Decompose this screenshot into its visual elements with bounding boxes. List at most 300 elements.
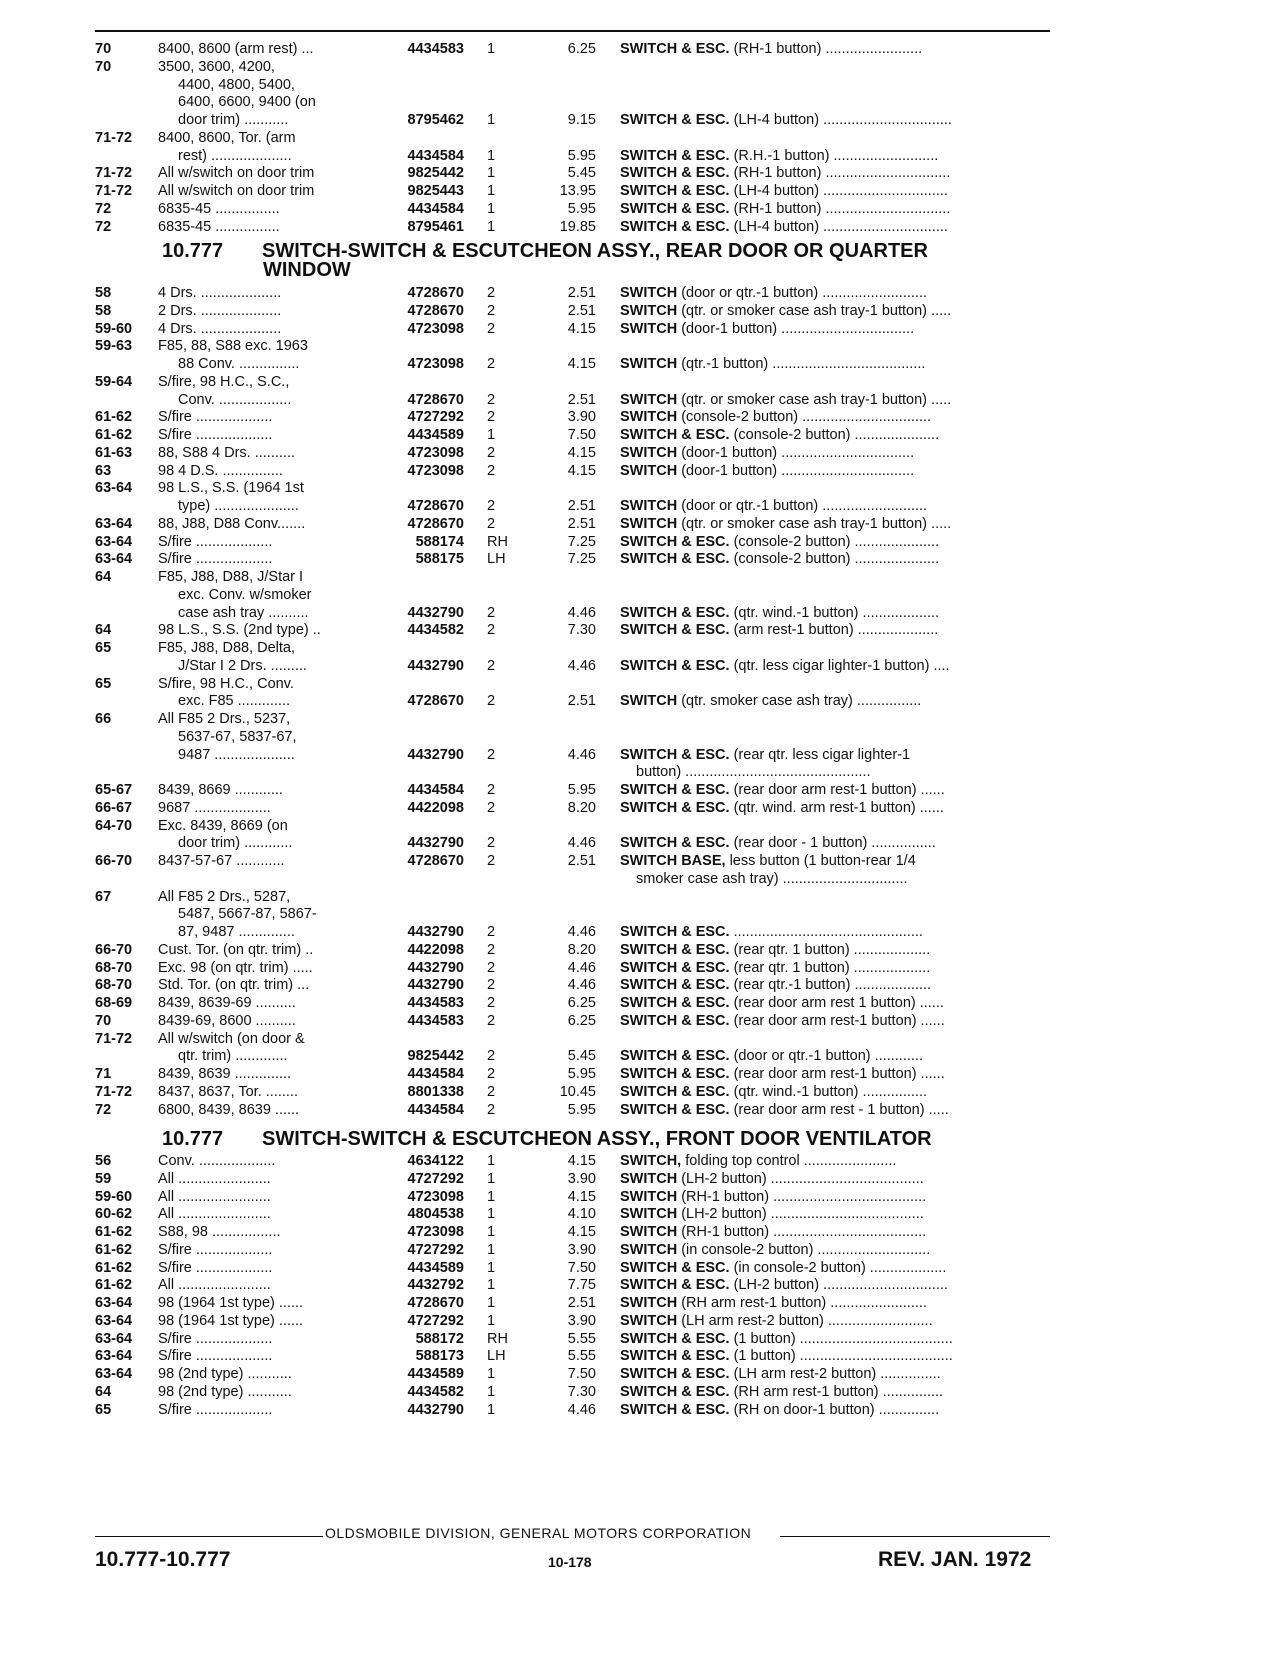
part-detail: (RH-1 button) ...................................... [681, 1224, 927, 1240]
model-description: J/Star I 2 Drs. ......... [178, 657, 307, 674]
model-description: Exc. 98 (on qtr. trim) ..... [158, 959, 313, 976]
quantity: 2 [487, 799, 496, 816]
model-description: All F85 2 Drs., 5237, [158, 711, 291, 727]
part-name: SWITCH [620, 320, 678, 337]
quantity: 2 [487, 693, 496, 710]
part-description [620, 302, 1052, 320]
part-name: SWITCH & ESC. [620, 1330, 730, 1347]
model-year: 66-67 [95, 799, 133, 816]
part-name: SWITCH [620, 693, 678, 710]
part-number: 4434589 [407, 427, 464, 443]
part-detail: (1 button) ...................................... [733, 1348, 953, 1365]
list-price: 4.46 [567, 604, 596, 621]
part-description [636, 763, 1052, 781]
part-detail: (qtr. or smoker case ash tray-1 button) ..... [681, 515, 952, 532]
part-detail: (door or qtr.-1 button) .......................... [681, 285, 928, 301]
part-detail: (rear qtr. 1 button) ................... [733, 959, 931, 976]
list-price: 4.46 [567, 1401, 596, 1418]
part-number: 4434583 [407, 41, 464, 57]
part-description [620, 462, 1052, 480]
part-name: SWITCH BASE, [620, 853, 726, 869]
model-year: 63-64 [95, 480, 133, 497]
part-description [620, 147, 1052, 165]
part-number: 4434584 [407, 200, 464, 217]
part-description [620, 497, 1052, 515]
list-price: 5.95 [567, 1101, 596, 1118]
part-description [620, 1294, 1052, 1312]
part-number: 4432790 [407, 746, 464, 763]
model-description: 9487 .................... [178, 746, 295, 763]
footer-page-number: 10-178 [548, 1554, 592, 1570]
part-name: SWITCH & ESC. [620, 746, 730, 763]
part-number: 4422098 [407, 941, 464, 958]
model-year: 63-64 [95, 1295, 133, 1311]
model-description: Cust. Tor. (on qtr. trim) .. [158, 941, 314, 958]
part-number: 4434583 [407, 995, 464, 1011]
part-name: SWITCH [620, 302, 678, 319]
part-number: 4723098 [407, 1224, 464, 1240]
part-description [620, 604, 1052, 622]
part-description [620, 1101, 1052, 1119]
quantity: 2 [487, 1012, 496, 1029]
model-year: 66-70 [95, 853, 133, 869]
part-detail: ............................................... [733, 924, 923, 940]
model-description: All ....................... [158, 1170, 271, 1187]
model-year: 68-69 [95, 995, 133, 1011]
part-name: SWITCH & ESC. [620, 924, 730, 940]
part-name: SWITCH [620, 1206, 678, 1223]
quantity: 1 [487, 165, 496, 182]
model-description: S/fire ................... [158, 533, 273, 550]
list-price: 5.95 [567, 200, 596, 217]
model-year: 61-62 [95, 1277, 133, 1294]
part-detail: (console-2 button) ..................... [733, 551, 940, 568]
part-number: 4728670 [407, 302, 464, 319]
part-detail: folding top control ....................... [685, 1153, 897, 1169]
list-price: 4.46 [567, 835, 596, 852]
model-description: Conv. ................... [158, 1153, 276, 1169]
model-description: F85, J88, D88, Delta, [158, 640, 296, 656]
part-detail: (console-2 button) ................................ [681, 409, 932, 426]
part-description [620, 1170, 1052, 1188]
part-number: 4727292 [407, 1170, 464, 1187]
model-year: 58 [95, 302, 112, 319]
part-detail: (RH arm rest-1 button) ............... [733, 1383, 944, 1400]
part-detail: (1 button) ...................................... [733, 1330, 953, 1347]
quantity: 1 [487, 1295, 496, 1311]
part-number: 4634122 [407, 1153, 464, 1169]
quantity: 2 [487, 835, 496, 852]
model-description: All ....................... [158, 1206, 271, 1223]
list-price: 7.50 [567, 427, 596, 443]
quantity: 2 [487, 1048, 496, 1065]
quantity: 2 [487, 462, 496, 479]
quantity: 1 [487, 1277, 496, 1294]
list-price: 3.90 [567, 1312, 596, 1329]
quantity: LH [487, 551, 506, 568]
quantity: 1 [487, 183, 496, 199]
part-name: SWITCH & ESC. [620, 1383, 730, 1400]
part-detail: (rear qtr. less cigar lighter-1 [733, 746, 911, 763]
model-description: 8439, 8639-69 .......... [158, 995, 296, 1011]
quantity: 2 [487, 924, 496, 940]
model-description: 8439, 8639 .............. [158, 1066, 291, 1082]
quantity: 2 [487, 302, 496, 319]
part-description [620, 164, 1052, 182]
part-detail: (LH-4 button) ................................ [733, 112, 952, 128]
list-price: 3.90 [567, 1170, 596, 1187]
model-description: 3500, 3600, 4200, [158, 58, 275, 75]
list-price: 7.25 [567, 551, 596, 568]
model-year: 63-64 [95, 1366, 133, 1382]
part-name: SWITCH [620, 1188, 678, 1205]
list-price: 4.15 [567, 444, 596, 461]
part-detail: (qtr. less cigar lighter-1 button) .... [733, 657, 950, 674]
model-year: 64 [95, 569, 112, 585]
model-description: door trim) ........... [178, 112, 289, 128]
part-description [620, 111, 1052, 129]
part-description [620, 1047, 1052, 1065]
part-name: SWITCH & ESC. [620, 1366, 730, 1382]
model-description: All w/switch on door trim [158, 165, 315, 182]
list-price: 6.25 [567, 1012, 596, 1029]
quantity: 2 [487, 622, 496, 639]
part-name: SWITCH & ESC. [620, 977, 730, 994]
part-detail: (qtr. smoker case ash tray) ................ [681, 693, 922, 710]
part-number: 4434584 [407, 1066, 464, 1082]
part-detail: (LH arm rest-2 button) ............... [733, 1366, 941, 1382]
part-number: 4422098 [407, 799, 464, 816]
top-rule [95, 30, 1050, 32]
list-price: 4.46 [567, 959, 596, 976]
part-name: SWITCH, [620, 1153, 682, 1169]
model-description: 88 Conv. ............... [178, 356, 300, 372]
list-price: 2.51 [567, 498, 596, 514]
list-price: 7.30 [567, 622, 596, 639]
part-number: 9825442 [407, 1048, 464, 1065]
model-year: 71 [95, 1066, 112, 1082]
part-description [620, 994, 1052, 1012]
quantity: 2 [487, 285, 496, 301]
part-description [620, 692, 1052, 710]
model-year: 63-64 [95, 551, 133, 568]
part-number: 4728670 [407, 391, 464, 408]
quantity: 2 [487, 409, 496, 426]
part-description [620, 1223, 1052, 1241]
part-detail: (qtr. wind.-1 button) ................ [733, 1083, 928, 1100]
part-detail: (LH-4 button) ............................... [733, 183, 948, 199]
model-year: 61-62 [95, 409, 133, 426]
part-description [620, 657, 1052, 675]
model-year: 63-64 [95, 1348, 133, 1365]
part-name: SWITCH & ESC. [620, 200, 730, 217]
part-description [620, 40, 1052, 58]
model-description: All w/switch on door trim [158, 183, 315, 199]
model-description: 5487, 5667-87, 5867- [178, 906, 317, 923]
model-description: exc. Conv. w/smoker [178, 586, 312, 603]
model-description: S/fire ................... [158, 1259, 273, 1276]
model-description: S/fire, 98 H.C., Conv. [158, 675, 294, 692]
part-description [620, 1188, 1052, 1206]
footer-revision: REV. JAN. 1972 [878, 1548, 1032, 1571]
model-year: 71-72 [95, 1030, 133, 1047]
part-description [620, 1312, 1052, 1330]
part-detail: (door-1 button) ................................. [681, 462, 915, 479]
part-name: SWITCH & ESC. [620, 1348, 730, 1365]
part-number: 4432790 [407, 657, 464, 674]
quantity: 1 [487, 1241, 496, 1258]
part-description [620, 426, 1052, 444]
model-year: 61-62 [95, 427, 133, 443]
model-description: type) ..................... [178, 498, 299, 514]
model-description: rest) .................... [178, 147, 292, 164]
part-detail: (LH-4 button) ............................... [733, 218, 948, 235]
part-name: SWITCH & ESC. [620, 622, 730, 639]
model-description: Std. Tor. (on qtr. trim) ... [158, 977, 310, 994]
part-detail: smoker case ash tray) ............................... [636, 870, 908, 887]
model-year: 66 [95, 711, 112, 727]
list-price: 4.15 [567, 1188, 596, 1205]
part-description [620, 834, 1052, 852]
model-year: 63-64 [95, 1312, 133, 1329]
part-detail: (console-2 button) ..................... [733, 533, 940, 550]
part-description [620, 923, 1052, 941]
model-year: 59-60 [95, 1188, 133, 1205]
model-year: 63-64 [95, 533, 133, 550]
part-description [620, 1012, 1052, 1030]
list-price: 13.95 [559, 183, 596, 199]
model-description: 4400, 4800, 5400, [178, 76, 295, 93]
part-name: SWITCH [620, 356, 678, 372]
footer-rule-right [780, 1536, 1050, 1537]
part-detail: (in console-2 button) ............................ [681, 1241, 931, 1258]
model-description: S/fire ................... [158, 1330, 273, 1347]
part-name: SWITCH [620, 498, 678, 514]
part-detail: (RH on door-1 button) ............... [733, 1401, 940, 1418]
part-detail: (in console-2 button) ................... [733, 1259, 947, 1276]
model-description: 98 4 D.S. ............... [158, 462, 283, 479]
list-price: 4.15 [567, 356, 596, 372]
part-detail: less button (1 button-rear 1/4 [729, 853, 916, 869]
part-number: 4434584 [407, 782, 464, 798]
part-name: SWITCH & ESC. [620, 1259, 730, 1276]
quantity: 2 [487, 995, 496, 1011]
part-detail: (door-1 button) ................................. [681, 444, 915, 461]
part-detail: (LH arm rest-2 button) .......................... [681, 1312, 933, 1329]
part-detail: (RH-1 button) ............................... [733, 200, 951, 217]
part-detail: (rear door arm rest-1 button) ...... [733, 1012, 945, 1029]
part-name: SWITCH & ESC. [620, 604, 730, 621]
part-description [620, 391, 1052, 409]
part-description [620, 621, 1052, 639]
part-number: 4432790 [407, 959, 464, 976]
part-number: 588174 [415, 533, 464, 550]
list-price: 5.55 [567, 1330, 596, 1347]
list-price: 6.25 [567, 41, 596, 57]
list-price: 7.25 [567, 533, 596, 550]
model-year: 59-64 [95, 373, 133, 390]
quantity: 2 [487, 941, 496, 958]
part-name: SWITCH & ESC. [620, 835, 730, 852]
model-year: 64 [95, 1383, 112, 1400]
model-year: 61-62 [95, 1224, 133, 1240]
footer-group-range: 10.777-10.777 [95, 1548, 231, 1571]
model-description: 98 (1964 1st type) ...... [158, 1295, 304, 1311]
quantity: LH [487, 1348, 506, 1365]
part-detail: (door-1 button) ................................. [681, 320, 915, 337]
list-price: 5.95 [567, 782, 596, 798]
model-year: 72 [95, 218, 112, 235]
list-price: 4.15 [567, 320, 596, 337]
part-description [620, 1083, 1052, 1101]
quantity: 1 [487, 1206, 496, 1223]
part-detail: (qtr. or smoker case ash tray-1 button) ..... [681, 302, 952, 319]
quantity: 2 [487, 977, 496, 994]
section-number: 10.777 [162, 1128, 224, 1150]
model-description: 98 L.S., S.S. (1964 1st [158, 480, 304, 497]
part-name: SWITCH & ESC. [620, 1401, 730, 1418]
model-year: 56 [95, 1153, 112, 1169]
list-price: 3.90 [567, 1241, 596, 1258]
part-name: SWITCH & ESC. [620, 218, 730, 235]
model-year: 60-62 [95, 1206, 133, 1223]
part-number: 4434589 [407, 1259, 464, 1276]
quantity: 2 [487, 782, 496, 798]
list-price: 8.20 [567, 941, 596, 958]
part-number: 4432790 [407, 1401, 464, 1418]
list-price: 2.51 [567, 693, 596, 710]
part-detail: (rear door - 1 button) ................ [733, 835, 936, 852]
model-description: 8437, 8637, Tor. ........ [158, 1083, 298, 1100]
model-description: S/fire ................... [158, 1348, 273, 1365]
part-name: SWITCH [620, 1170, 678, 1187]
model-description: 2 Drs. .................... [158, 302, 282, 319]
part-detail: (arm rest-1 button) .................... [733, 622, 939, 639]
model-year: 67 [95, 888, 112, 905]
model-year: 71-72 [95, 1083, 133, 1100]
part-detail: (rear door arm rest-1 button) ...... [733, 1066, 945, 1082]
quantity: 1 [487, 218, 496, 235]
model-description: 6835-45 ................ [158, 200, 280, 217]
model-description: 9687 ................... [158, 799, 271, 816]
quantity: 2 [487, 391, 496, 408]
list-price: 4.46 [567, 746, 596, 763]
list-price: 5.55 [567, 1348, 596, 1365]
part-name: SWITCH & ESC. [620, 657, 730, 674]
section-title: SWITCH-SWITCH & ESCUTCHEON ASSY., REAR DOOR OR QUARTER [262, 240, 928, 262]
part-detail: (LH-2 button) ............................... [733, 1277, 948, 1294]
part-number: 4727292 [407, 1241, 464, 1258]
model-year: 64 [95, 622, 112, 639]
part-detail: (R.H.-1 button) .......................... [733, 147, 939, 164]
quantity: 1 [487, 200, 496, 217]
quantity: 1 [487, 1188, 496, 1205]
part-description [620, 1259, 1052, 1277]
list-price: 2.51 [567, 391, 596, 408]
model-year: 58 [95, 285, 112, 301]
part-number: 4723098 [407, 356, 464, 372]
part-name: SWITCH [620, 1224, 678, 1240]
model-year: 61-62 [95, 1259, 133, 1276]
quantity: 1 [487, 147, 496, 164]
part-number: 588173 [415, 1348, 464, 1365]
part-number: 9825442 [407, 165, 464, 182]
part-detail: (rear door arm rest-1 button) ...... [733, 782, 945, 798]
part-number: 8795461 [407, 218, 464, 235]
part-name: SWITCH & ESC. [620, 1066, 730, 1082]
part-name: SWITCH [620, 515, 678, 532]
model-year: 65 [95, 1401, 112, 1418]
list-price: 4.46 [567, 924, 596, 940]
quantity: 1 [487, 1312, 496, 1329]
list-price: 5.95 [567, 147, 596, 164]
part-number: 4804538 [407, 1206, 464, 1223]
part-number: 4432790 [407, 604, 464, 621]
list-price: 3.90 [567, 409, 596, 426]
model-description: 98 L.S., S.S. (2nd type) .. [158, 622, 321, 639]
model-year: 66-70 [95, 941, 133, 958]
quantity: 2 [487, 498, 496, 514]
part-number: 4728670 [407, 515, 464, 532]
part-detail: (qtr. wind.-1 button) ................... [733, 604, 940, 621]
part-number: 4434583 [407, 1012, 464, 1029]
model-description: S88, 98 ................. [158, 1224, 281, 1240]
part-detail: button) .............................................. [636, 764, 871, 781]
part-detail: (qtr. or smoker case ash tray-1 button) ..... [681, 391, 952, 408]
part-detail: (door or qtr.-1 button) ............ [733, 1048, 923, 1065]
part-name: SWITCH & ESC. [620, 551, 730, 568]
list-price: 4.10 [567, 1206, 596, 1223]
list-price: 8.20 [567, 799, 596, 816]
part-description [620, 976, 1052, 994]
part-number: 4723098 [407, 1188, 464, 1205]
quantity: 2 [487, 1083, 496, 1100]
part-number: 8795462 [407, 112, 464, 128]
model-year: 72 [95, 200, 112, 217]
model-description: case ash tray .......... [178, 604, 309, 621]
quantity: 2 [487, 746, 496, 763]
model-year: 61-63 [95, 444, 133, 461]
part-description [620, 1152, 1052, 1170]
footer-company: OLDSMOBILE DIVISION, GENERAL MOTORS CORPORATION [325, 1525, 752, 1541]
model-year: 71-72 [95, 183, 133, 199]
model-description: door trim) ............ [178, 835, 293, 852]
model-year: 71-72 [95, 129, 133, 146]
part-name: SWITCH & ESC. [620, 112, 730, 128]
part-description [620, 1205, 1052, 1223]
model-description: 6800, 8439, 8639 ...... [158, 1101, 300, 1118]
quantity: 1 [487, 1259, 496, 1276]
part-description [620, 1330, 1052, 1348]
list-price: 4.15 [567, 1153, 596, 1169]
model-year: 68-70 [95, 959, 133, 976]
model-year: 70 [95, 41, 112, 57]
quantity: 1 [487, 112, 496, 128]
quantity: 1 [487, 41, 496, 57]
model-year: 61-62 [95, 1241, 133, 1258]
part-detail: (RH-1 button) ...................................... [681, 1188, 927, 1205]
part-number: 4723098 [407, 320, 464, 337]
model-description: Conv. .................. [178, 391, 292, 408]
model-description: 4 Drs. .................... [158, 320, 282, 337]
part-number: 4727292 [407, 409, 464, 426]
list-price: 2.51 [567, 1295, 596, 1311]
part-description [620, 182, 1052, 200]
model-description: 88, J88, D88 Conv....... [158, 515, 306, 532]
part-description [620, 746, 1052, 764]
part-description [620, 1241, 1052, 1259]
list-price: 4.46 [567, 657, 596, 674]
